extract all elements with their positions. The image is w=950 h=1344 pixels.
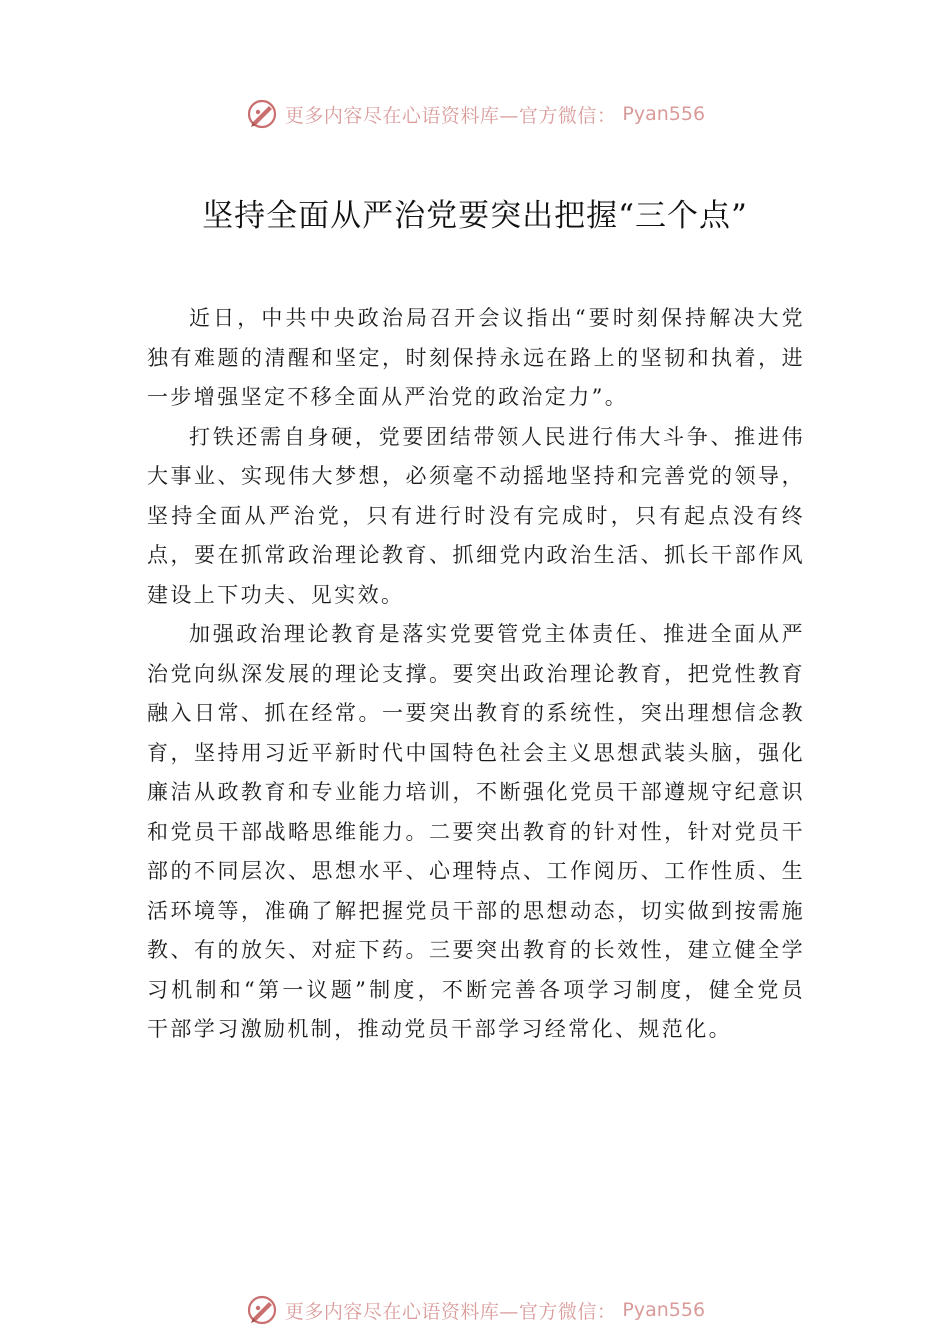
paragraph: 打铁还需自身硬，党要团结带领人民进行伟大斗争、推进伟大事业、实现伟大梦想，必须毫不动摇地坚持和完善党的领导，坚持全面从严治党，只有进行时没有完成时，只有起点没有终点，要在抓常政治理论教育、抓细党内政治生活、抓长干部作风建设上下功夫、见实效。: [147, 424, 805, 607]
pen-seal-icon: [245, 1293, 279, 1327]
banner-text: 更多内容尽在心语资料库—官方微信：: [284, 104, 617, 127]
banner-handle: Pyan556: [622, 1299, 706, 1321]
document-title: 坚持全面从严治党要突出把握“三个点”: [202, 198, 748, 234]
banner-handle: Pyan556: [622, 103, 706, 125]
header-banner: [0, 94, 950, 134]
document-body: [147, 299, 805, 1050]
pen-seal-icon: [245, 97, 279, 131]
banner-text: 更多内容尽在心语资料库—官方微信：: [284, 1300, 617, 1323]
footer-banner: [0, 1290, 950, 1330]
paragraph: 近日，中共中央政治局召开会议指出“要时刻保持解决大党独有难题的清醒和坚定，时刻保持永远在路上的坚韧和执着，进一步增强坚定不移全面从严治党的政治定力”。: [147, 306, 805, 409]
paragraph: 加强政治理论教育是落实党要管党主体责任、推进全面从严治党向纵深发展的理论支撑。要突出政治理论教育，把党性教育融入日常、抓在经常。一要突出教育的系统性，突出理想信念教育，坚持用习近平新时代中国特色社会主义思想武装头脑，强化廉洁从政教育和专业能力培训，不断强化党员干部遵规守纪意识和党员干部战略思维能力。二要突出教育的针对性，针对党员干部的不同层次、思想水平、心理特点、工作阅历、工作性质、生活环境等，准确了解把握党员干部的思想动态，切实做到按需施教、有的放矢、对症下药。三要突出教育的长效性，建立健全学习机制和“第一议题”制度，不断完善各项学习制度，健全党员干部学习激励机制，推动党员干部学习经常化、规范化。: [147, 622, 805, 1041]
